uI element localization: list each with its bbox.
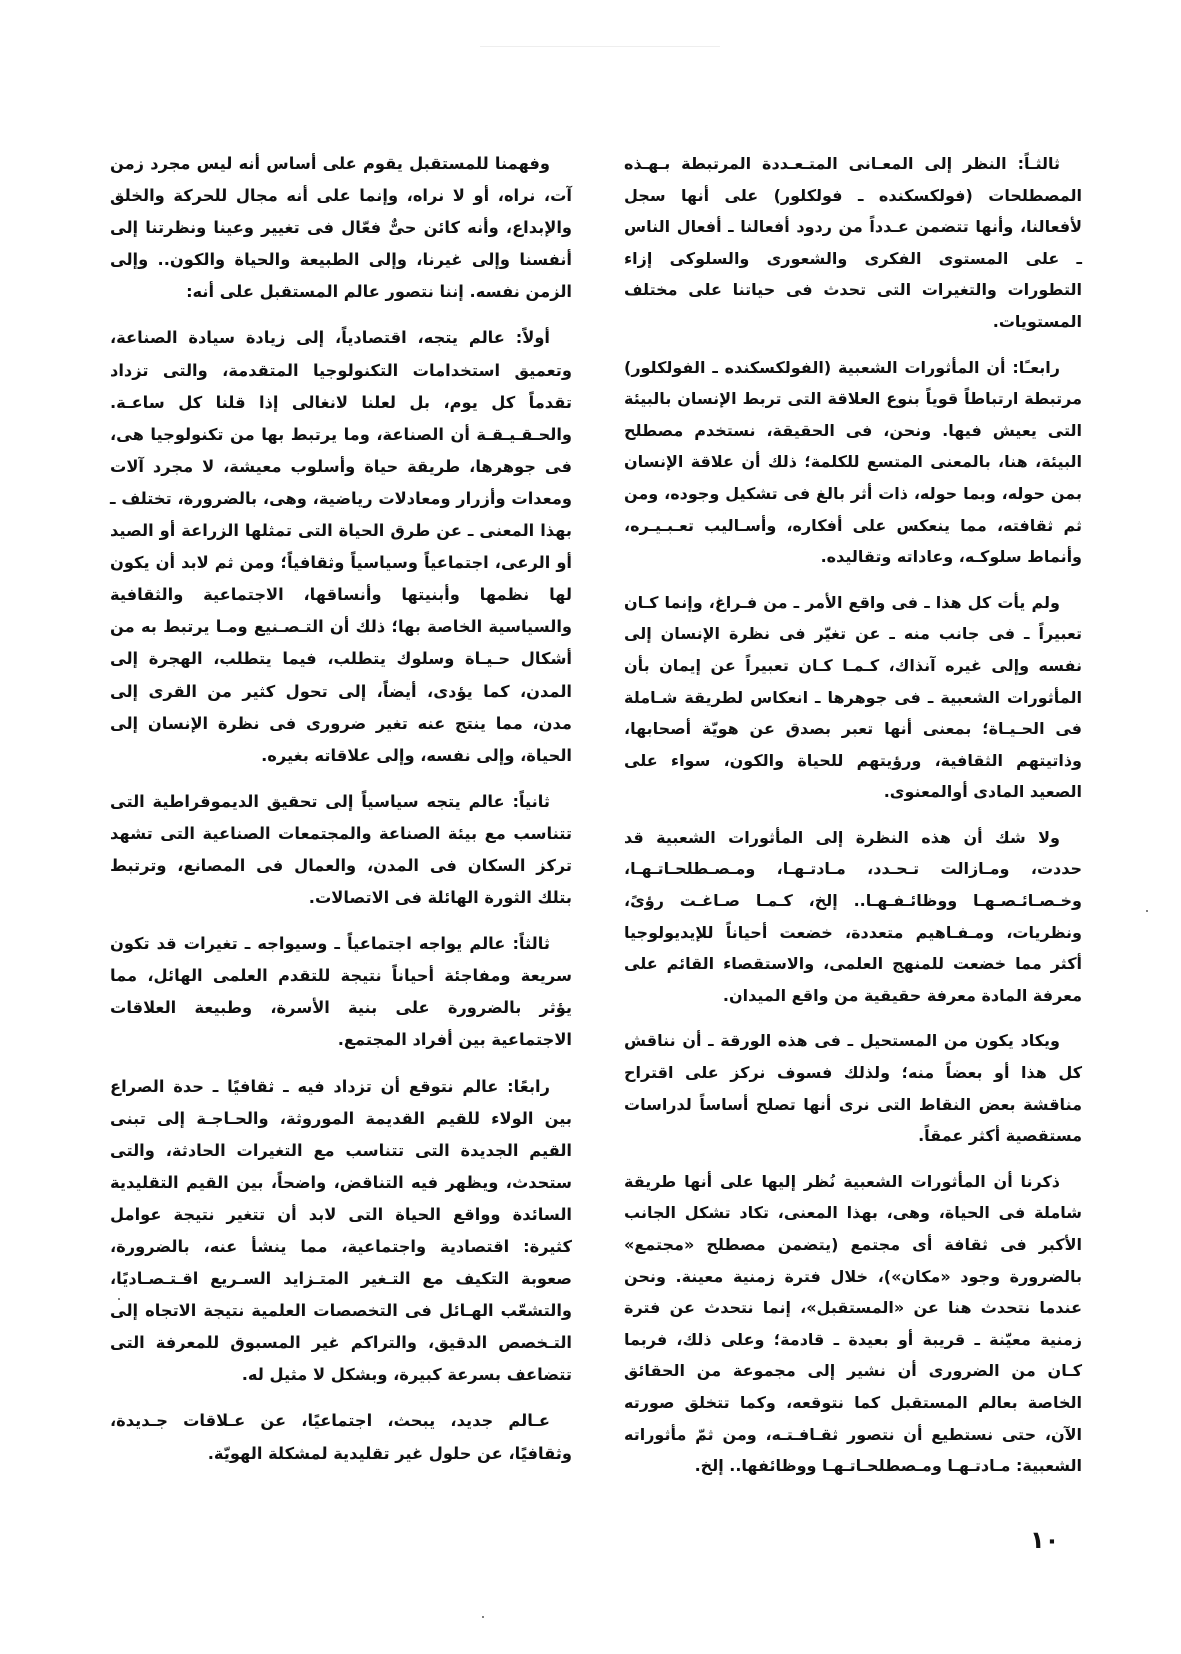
paragraph-text: ذكرنا أن المأثورات الشعبية نُظر إليها على أنها طريقة شاملة فى الحياة، وهى، بهذا المعنى، تكاد تشكل الجانب الأكبر فى ثقافة أى مجتمع (يتضمن مصطلح «مجتمع» بالضرورة وجود «مكان»)، خلال فترة زمنية معينة. ونحن عندما نتحدث هنا عن «المستقبل»، إنما نتحدث عن فترة زمنية معيّنة ـ قريبة أو بعيدة ـ قادمة؛ وعلى ذلك، فربما كـان من الضرورى أن نشير إلى مجموعة من الحقائق الخاصة بعالم المستقبل كما نتوقعه، وكما تتخلق صورته الآن، حتى نستطيع أن نتصور ثقـافـتـه، ومن ثمّ مأثوراته الشعبية: مـادتـهـا ومـصطلحـاتـهـا ووظائفها.. إلخ. [624,1171,1082,1476]
paragraph-text: النظر إلى المعـانى المتـعـددة المرتبطة بـهـذه المصطلحات (فولكسكنده ـ فولكلور) على أنها سجل لأفعالنا، وأنها تتضمن عـدداً من ردود أفعالنا ـ أفعال الناس ـ على المستوى الفكرى والشعورى والسلوكى إزاء التطورات والتغيرات التى تحدث فى حياتنا على مختلف المستويات. [624,154,1082,331]
paragraph-text: وفهمنا للمستقبل يقوم على أساس أنه ليس مجرد زمن آت، نراه، أو لا نراه، وإنما على أنه مجال للحركة والخلق والإبداع، وأنه كائن حىٌّ فعّال فى تغيير وعينا ونظرتنا إلى أنفسنا وإلى غيرنا، وإلى الطبيعة والحياة والكون.. وإلى الزمن نفسه. إننا نتصور عالم المستقبل على أنه: [110,154,572,302]
paragraph-text: عالم يتجه سياسياً إلى تحقيق الديموقراطية التى تتناسب مع بيئة الصناعة والمجتمعات الصناعية التى تشهد تركز السكان فى المدن، والعمال فى المصانع، وترتبط بتلك الثورة الهائلة فى الاتصالات. [110,791,572,908]
scan-speck [118,1298,120,1300]
scan-speck [1146,910,1148,912]
paragraph [624,1166,1082,1482]
paragraph-text: ولم يأت كل هذا ـ فى واقع الأمر ـ من فـراغ، وإنما كـان تعبيراً ـ فى جانب منه ـ عن تغيّر فى نظرة الإنسان إلى نفسه وإلى غيره آنذاك، كـمـا كـان تعبيراً عن إيمان بأن المأثورات الشعبية ـ فى جوهرها ـ انعكاس لطريقة شـاملة فى الحـيـاة؛ بمعنى أنها تعبر بصدق عن هويّة أصحابها، وذاتيتهم الثقافية، ورؤيتهم للحياة والكون، سواء على الصعيد المادى أوالمعنوى. [624,592,1082,802]
top-edge-shadow [480,46,720,47]
paragraph [110,928,572,1056]
right-column [624,148,1082,1482]
paragraph [110,1071,572,1392]
paragraph-text: ويكاد يكون من المستحيل ـ فى هذه الورقة ـ أن نناقش كل هذا أو بعضاً منه؛ ولذلك فسوف نركز على اقتراح مناقشة بعض النقاط التى نرى أنها تصلح أساساً لدراسات مستقصية أكثر عمقاً. [624,1031,1082,1146]
paragraph-lead: ثالثـاً: [1017,154,1060,173]
paragraph [110,1405,572,1469]
page-number: ١٠ [1030,1526,1060,1554]
paragraph-text: عالم يتجه، اقتصادياً، إلى زيادة سيادة الصناعة، وتعميق استخدامات التكنولوجيا المتقدمة، والتى تزداد تقدماً كل يوم، بل لعلنا لانغالى إذا قلنا كل ساعـة. والحـقـيـقـة أن الصناعة، وما يرتبط بها من تكنولوجيا هى، فى جوهرها، طريقة حياة وأسلوب معيشة، لا مجرد آلات ومعدات وأزرار ومعادلات رياضية، وهى، بالضرورة، تختلف ـ بهذا المعنى ـ عن طرق الحياة التى تمثلها الزراعة أو الصيد أو الرعى، اجتماعياً وسياسياً وثقافياً؛ ومن ثم لابد أن يكون لها نظمها وأبنيتها وأنساقها، الاجتماعية والثقافية والسياسية الخاصة بها؛ ذلك أن التـصـنيع ومـا يرتبط به من أشكال حـيـاة وسلوك يتطلب، فيما يتطلب، الهجرة إلى المدن، كما يؤدى، أيضاً، إلى تحول كثير من القرى إلى مدن، مما ينتج عنه تغير ضرورى فى نظرة الإنسان إلى الحياة، وإلى نفسه، وإلى علاقاته بغيره. [110,328,572,765]
paragraph [624,352,1082,573]
paragraph-text: أن المأثورات الشعبية (الفولكسكنده ـ الفولكلور) مرتبطة ارتباطاً قوياً بنوع العلاقة التى تربط الإنسان بالبيئة التى يعيش فيها. ونحن، فى الحقيقة، نستخدم مصطلح البيئة، هنا، بالمعنى المتسع للكلمة؛ ذلك أن علاقة الإنسان بمن حوله، وبما حوله، ذات أثر بالغ فى تشكيل وجوده، ومن ثم ثقافته، مما ينعكس على أفكاره، وأسـاليب تعـبـيـره، وأنماط سلوكـه، وعاداته وتقاليده. [624,357,1082,567]
paragraph [624,587,1082,808]
paragraph [624,148,1082,338]
paragraph [110,786,572,914]
left-column [110,148,572,1470]
paragraph [110,148,572,308]
paragraph-text: عالم نتوقع أن تزداد فيه ـ ثقافيًا ـ حدة الصراع بين الولاء للقيم القديمة الموروثة، والحـاجـة إلى تبنى القيم الجديدة التى تتناسب مع التغيرات الحادثة، والتى ستحدث، ويظهر فيه التناقض، واضحاً، بين القيم التقليدية السائدة وواقع الحياة التى لابد أن تتغير نتيجة عوامل كثيرة: اقتصادية واجتماعية، مما ينشأ عنه، بالضرورة، صعوبة التكيف مع التـغير المتـزايد السـريع اقـتـصـاديًا، والتشعّب الهـائل فى التخصصات العلمية نتيجة الاتجاه إلى التـخصص الدقيق، والتراكم غير المسبوق للمعرفة التى تتضاعف بسرعة كبيرة، وبشكل لا مثيل له. [110,1076,572,1385]
paragraph-text: عـالم جديد، يبحث، اجتماعيًا، عن عـلاقات جـديدة، وثقافيًا، عن حلول غير تقليدية لمشكلة الهويّة. [110,1411,572,1463]
paragraph [624,1025,1082,1151]
paragraph-text: عالم يواجه اجتماعياً ـ وسيواجه ـ تغيرات قد تكون سريعة ومفاجئة أحياناً نتيجة للتقدم العلمى الهائل، مما يؤثر بالضرورة على بنية الأسرة، وطبيعة العلاقات الاجتماعية بين أفراد المجتمع. [110,934,572,1050]
paragraph [110,322,572,771]
paragraph-text: ولا شك أن هذه النظرة إلى المأثورات الشعبية قد حددت، ومـازالت تـحـدد، مـادتـهـا، ومـصـطلحـاتـهـا، وخـصـائـصـهـا ووظائـفـهـا.. إلخ، كـمـا صـاغـت رؤىً، ونظريات، ومـفـاهيم متعددة، خضعت أحياناً للإيديولوجيا أكثر مما خضعت للمنهج العلمى، والاستقصاء القائم على معرفة المادة معرفة حقيقية من واقع الميدان. [624,827,1082,1005]
paragraph-lead: ثالثاً: [512,934,550,954]
scan-speck [482,1616,484,1618]
paragraph-lead: أولاً: [515,328,550,348]
paragraph [624,822,1082,1012]
paragraph-lead: رابعـًا: [1012,357,1060,377]
paragraph-lead: ثانياً: [512,791,550,811]
paragraph-lead: رابعًا: [507,1076,550,1096]
